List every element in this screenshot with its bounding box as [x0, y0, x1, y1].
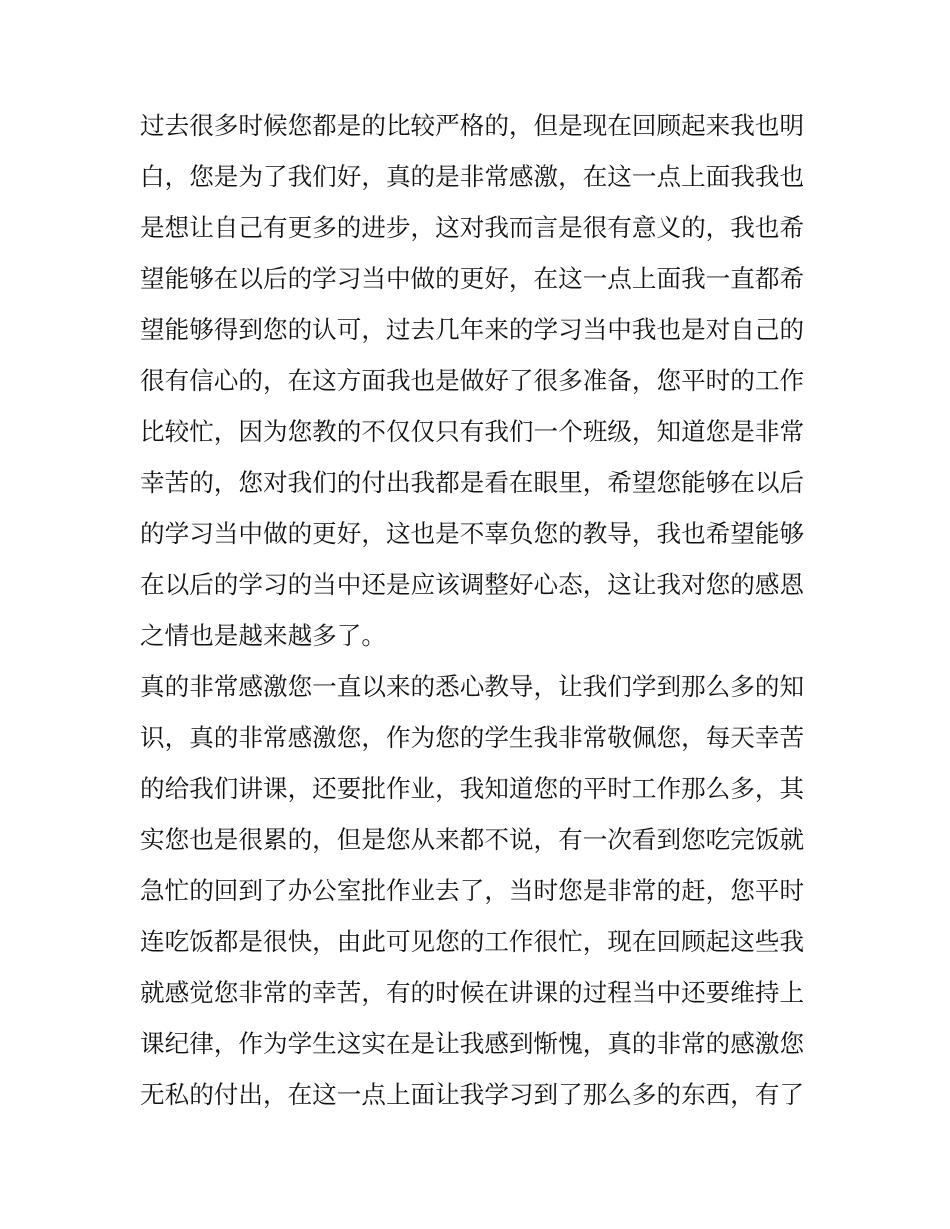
- text-line: 急忙的回到了办公室批作业去了，当时您是非常的赶，您平时: [140, 876, 805, 905]
- text-line: 的给我们讲课，还要批作业，我知道您的平时工作那么多，其: [140, 774, 805, 803]
- text-line: 识，真的非常感激您，作为您的学生我非常敬佩您，每天幸苦: [140, 723, 805, 752]
- text-line: 课纪律，作为学生这实在是让我感到惭愧，真的非常的感激您: [140, 1029, 805, 1058]
- text-line: 连吃饭都是很快，由此可见您的工作很忙，现在回顾起这些我: [140, 927, 805, 956]
- text-line: 实您也是很累的，但是您从来都不说，有一次看到您吃完饭就: [140, 825, 805, 854]
- text-line: 比较忙，因为您教的不仅仅只有我们一个班级，知道您是非常: [140, 417, 805, 446]
- text-line: 望能够在以后的学习当中做的更好，在这一点上面我一直都希: [140, 264, 805, 293]
- text-line: 过去很多时候您都是的比较严格的，但是现在回顾起来我也明: [140, 111, 805, 140]
- text-line: 之情也是越来越多了。: [140, 621, 386, 650]
- text-line: 真的非常感激您一直以来的悉心教导，让我们学到那么多的知: [140, 672, 805, 701]
- text-line: 很有信心的，在这方面我也是做好了很多准备，您平时的工作: [140, 366, 805, 395]
- text-line: 就感觉您非常的幸苦，有的时候在讲课的过程当中还要维持上: [140, 978, 805, 1007]
- text-line: 在以后的学习的当中还是应该调整好心态，这让我对您的感恩: [140, 570, 805, 599]
- text-line: 幸苦的，您对我们的付出我都是看在眼里，希望您能够在以后: [140, 468, 805, 497]
- text-line: 白，您是为了我们好，真的是非常感激，在这一点上面我我也: [140, 162, 805, 191]
- text-line: 的学习当中做的更好，这也是不辜负您的教导，我也希望能够: [140, 519, 805, 548]
- text-line: 无私的付出，在这一点上面让我学习到了那么多的东西，有了: [140, 1080, 805, 1109]
- text-line: 望能够得到您的认可，过去几年来的学习当中我也是对自己的: [140, 315, 805, 344]
- text-line: 是想让自己有更多的进步，这对我而言是很有意义的，我也希: [140, 213, 805, 242]
